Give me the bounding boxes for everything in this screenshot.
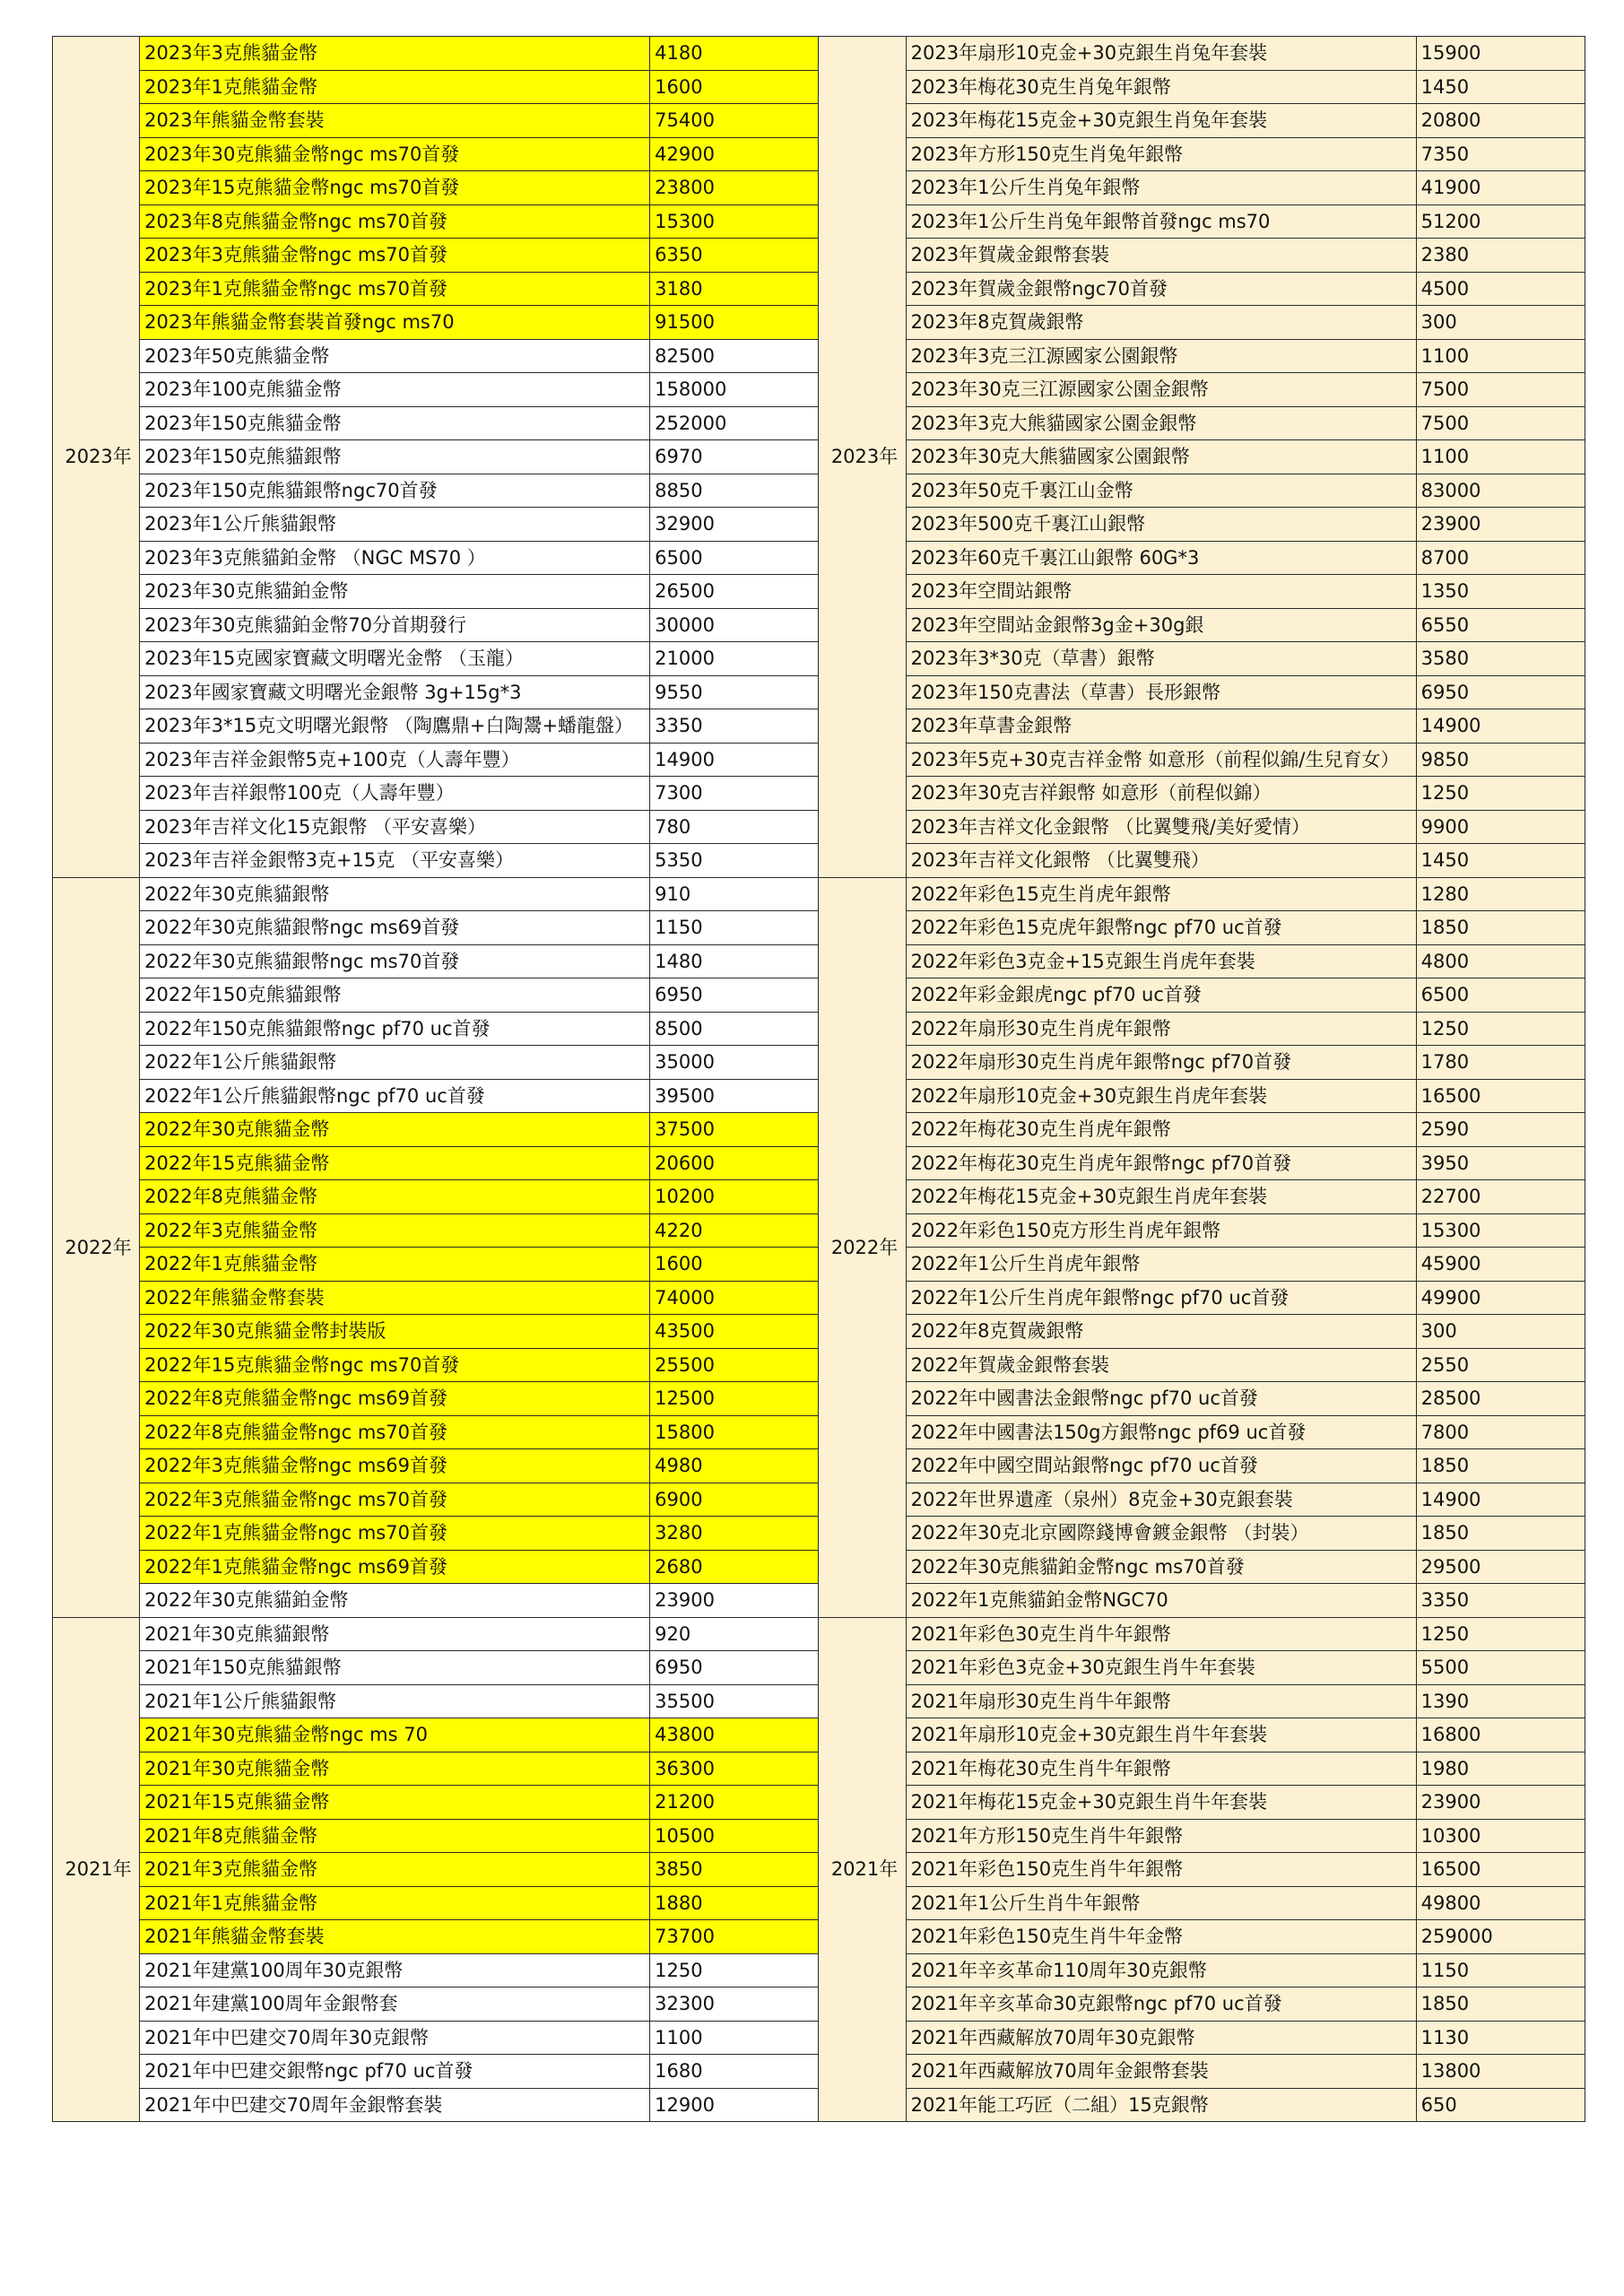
coin-price: 10500: [650, 1819, 819, 1853]
coin-price: 158000: [650, 373, 819, 407]
coin-name: 2021年15克熊貓金幣: [140, 1786, 650, 1820]
coin-price: 23900: [1416, 508, 1585, 542]
coin-price: 8850: [650, 474, 819, 508]
coin-price: 83000: [1416, 474, 1585, 508]
coin-name: 2023年1克熊貓金幣: [140, 70, 650, 104]
coin-price: 39500: [650, 1079, 819, 1113]
coin-name: 2023年方形150克生肖兔年銀幣: [906, 137, 1416, 171]
coin-price: 8500: [650, 1012, 819, 1046]
coin-price: 1980: [1416, 1752, 1585, 1786]
coin-name: 2022年彩色150克方形生肖虎年銀幣: [906, 1213, 1416, 1248]
coin-price: 3280: [650, 1517, 819, 1551]
coin-name: 2022年彩色3克金+15克銀生肖虎年套裝: [906, 944, 1416, 978]
coin-price: 6970: [650, 440, 819, 474]
coin-name: 2022年賀歲金銀幣套裝: [906, 1348, 1416, 1382]
coin-price: 32300: [650, 1987, 819, 2022]
coin-price: 23800: [650, 171, 819, 205]
coin-price: 49900: [1416, 1281, 1585, 1315]
coin-price: 43500: [650, 1315, 819, 1349]
price-list-sheet: [52, 36, 1585, 2122]
coin-price: 26500: [650, 575, 819, 609]
coin-price: 5500: [1416, 1651, 1585, 1685]
coin-name: 2022年彩色15克生肖虎年銀幣: [906, 877, 1416, 911]
coin-name: 2022年中國書法金銀幣ngc pf70 uc首發: [906, 1382, 1416, 1416]
coin-name: 2021年中巴建交70周年金銀幣套裝: [140, 2088, 650, 2122]
coin-name: 2021年彩色150克生肖牛年銀幣: [906, 1853, 1416, 1887]
coin-name: 2022年150克熊貓銀幣: [140, 978, 650, 1013]
coin-price: 6350: [650, 239, 819, 273]
coin-name: 2023年國家寶藏文明曙光金銀幣 3g+15g*3: [140, 675, 650, 709]
coin-price: 4180: [650, 37, 819, 71]
coin-name: 2022年彩金銀虎ngc pf70 uc首發: [906, 978, 1416, 1013]
coin-price: 2680: [650, 1550, 819, 1584]
coin-price: 1880: [650, 1886, 819, 1920]
coin-price: 6500: [1416, 978, 1585, 1013]
coin-name: 2022年梅花30克生肖虎年銀幣: [906, 1113, 1416, 1147]
coin-name: 2023年1公斤生肖兔年銀幣首發ngc ms70: [906, 204, 1416, 239]
coin-name: 2022年30克熊貓銀幣ngc ms70首發: [140, 944, 650, 978]
coin-price: 6950: [1416, 675, 1585, 709]
coin-name: 2022年30克熊貓鉑金幣ngc ms70首發: [906, 1550, 1416, 1584]
coin-name: 2023年150克熊貓銀幣: [140, 440, 650, 474]
coin-name: 2021年150克熊貓銀幣: [140, 1651, 650, 1685]
coin-price: 252000: [650, 406, 819, 440]
coin-name: 2023年熊貓金幣套裝首發ngc ms70: [140, 306, 650, 340]
coin-price: 4980: [650, 1449, 819, 1483]
coin-price: 1600: [650, 1248, 819, 1282]
coin-price: 1130: [1416, 2021, 1585, 2055]
coin-price: 28500: [1416, 1382, 1585, 1416]
coin-name: 2023年吉祥金銀幣5克+100克（人壽年豐）: [140, 743, 650, 777]
coin-name: 2022年30克熊貓金幣封裝版: [140, 1315, 650, 1349]
coin-name: 2021年能工巧匠（二組）15克銀幣: [906, 2088, 1416, 2122]
coin-price: 1250: [650, 1953, 819, 1987]
coin-name: 2021年梅花30克生肖牛年銀幣: [906, 1752, 1416, 1786]
year-label: 2023年: [819, 37, 906, 878]
coin-name: 2023年8克熊貓金幣ngc ms70首發: [140, 204, 650, 239]
coin-price: 42900: [650, 137, 819, 171]
coin-price: 1100: [1416, 440, 1585, 474]
coin-price: 4800: [1416, 944, 1585, 978]
coin-price: 20800: [1416, 104, 1585, 138]
coin-price: 12500: [650, 1382, 819, 1416]
coin-price: 6900: [650, 1483, 819, 1517]
coin-price: 920: [650, 1617, 819, 1651]
coin-price: 300: [1416, 306, 1585, 340]
coin-name: 2022年1克熊貓金幣: [140, 1248, 650, 1282]
coin-name: 2021年扇形10克金+30克銀生肖牛年套裝: [906, 1718, 1416, 1752]
coin-price: 1600: [650, 70, 819, 104]
coin-price: 3850: [650, 1853, 819, 1887]
coin-price: 300: [1416, 1315, 1585, 1349]
coin-price: 4220: [650, 1213, 819, 1248]
coin-name: 2021年3克熊貓金幣: [140, 1853, 650, 1887]
coin-price-table-body: [53, 37, 1585, 2122]
coin-name: 2023年熊貓金幣套裝: [140, 104, 650, 138]
coin-price: 43800: [650, 1718, 819, 1752]
coin-price: 45900: [1416, 1248, 1585, 1282]
coin-price: 2590: [1416, 1113, 1585, 1147]
coin-name: 2022年中國書法150g方銀幣ngc pf69 uc首發: [906, 1415, 1416, 1449]
coin-name: 2021年方形150克生肖牛年銀幣: [906, 1819, 1416, 1853]
table-row: [53, 877, 1585, 911]
coin-price: 21200: [650, 1786, 819, 1820]
coin-price: 1100: [1416, 339, 1585, 373]
coin-price: 14900: [650, 743, 819, 777]
coin-name: 2022年扇形30克生肖虎年銀幣ngc pf70首發: [906, 1046, 1416, 1080]
coin-price: 16800: [1416, 1718, 1585, 1752]
coin-name: 2022年梅花30克生肖虎年銀幣ngc pf70首發: [906, 1146, 1416, 1180]
coin-name: 2022年15克熊貓金幣ngc ms70首發: [140, 1348, 650, 1382]
coin-name: 2023年梅花15克金+30克銀生肖兔年套裝: [906, 104, 1416, 138]
coin-name: 2022年8克熊貓金幣ngc ms69首發: [140, 1382, 650, 1416]
coin-price: 15300: [650, 204, 819, 239]
coin-price: 32900: [650, 508, 819, 542]
coin-price: 35000: [650, 1046, 819, 1080]
coin-name: 2023年150克書法（草書）長形銀幣: [906, 675, 1416, 709]
coin-price: 20600: [650, 1146, 819, 1180]
coin-name: 2021年彩色30克生肖牛年銀幣: [906, 1617, 1416, 1651]
coin-name: 2023年吉祥銀幣100克（人壽年豐）: [140, 777, 650, 811]
coin-price: 25500: [650, 1348, 819, 1382]
coin-price: 10200: [650, 1180, 819, 1214]
coin-price: 37500: [650, 1113, 819, 1147]
coin-name: 2021年1公斤熊貓銀幣: [140, 1684, 650, 1718]
coin-name: 2023年1公斤熊貓銀幣: [140, 508, 650, 542]
coin-price: 1850: [1416, 1517, 1585, 1551]
coin-price: 1850: [1416, 911, 1585, 945]
coin-name: 2022年15克熊貓金幣: [140, 1146, 650, 1180]
coin-price: 14900: [1416, 1483, 1585, 1517]
coin-name: 2021年建黨100周年30克銀幣: [140, 1953, 650, 1987]
coin-price: 3950: [1416, 1146, 1585, 1180]
coin-name: 2021年扇形30克生肖牛年銀幣: [906, 1684, 1416, 1718]
coin-price: 82500: [650, 339, 819, 373]
coin-name: 2021年熊貓金幣套裝: [140, 1920, 650, 1954]
year-label: 2022年: [53, 877, 140, 1617]
coin-name: 2023年吉祥文化金銀幣 （比翼雙飛/美好愛情）: [906, 810, 1416, 844]
coin-price: 1780: [1416, 1046, 1585, 1080]
coin-price: 3350: [650, 709, 819, 744]
coin-name: 2023年3克三江源國家公園銀幣: [906, 339, 1416, 373]
coin-name: 2021年建黨100周年金銀幣套: [140, 1987, 650, 2022]
coin-name: 2023年空間站銀幣: [906, 575, 1416, 609]
coin-price: 1680: [650, 2055, 819, 2089]
coin-name: 2022年8克熊貓金幣: [140, 1180, 650, 1214]
coin-price: 1390: [1416, 1684, 1585, 1718]
coin-name: 2021年30克熊貓金幣: [140, 1752, 650, 1786]
coin-name: 2023年吉祥文化15克銀幣 （平安喜樂）: [140, 810, 650, 844]
coin-price: 1250: [1416, 777, 1585, 811]
coin-price: 7500: [1416, 406, 1585, 440]
coin-price: 15300: [1416, 1213, 1585, 1248]
coin-name: 2022年1公斤熊貓銀幣: [140, 1046, 650, 1080]
coin-name: 2023年30克熊貓金幣ngc ms70首發: [140, 137, 650, 171]
coin-name: 2023年30克三江源國家公園金銀幣: [906, 373, 1416, 407]
coin-price: 259000: [1416, 1920, 1585, 1954]
coin-price: 4500: [1416, 272, 1585, 306]
coin-name: 2021年1克熊貓金幣: [140, 1886, 650, 1920]
coin-price: 2550: [1416, 1348, 1585, 1382]
coin-name: 2023年賀歲金銀幣ngc70首發: [906, 272, 1416, 306]
coin-name: 2023年吉祥金銀幣3克+15克 （平安喜樂）: [140, 844, 650, 878]
coin-name: 2021年辛亥革命110周年30克銀幣: [906, 1953, 1416, 1987]
coin-name: 2021年梅花15克金+30克銀生肖牛年套裝: [906, 1786, 1416, 1820]
coin-price: 3180: [650, 272, 819, 306]
coin-name: 2023年3*15克文明曙光銀幣 （陶鷹鼎+白陶鬹+蟠龍盤）: [140, 709, 650, 744]
coin-name: 2022年8克熊貓金幣ngc ms70首發: [140, 1415, 650, 1449]
coin-price: 23900: [650, 1584, 819, 1618]
coin-name: 2022年30克熊貓銀幣: [140, 877, 650, 911]
coin-price: 12900: [650, 2088, 819, 2122]
coin-price: 780: [650, 810, 819, 844]
coin-name: 2021年30克熊貓金幣ngc ms 70: [140, 1718, 650, 1752]
coin-price: 22700: [1416, 1180, 1585, 1214]
coin-name: 2022年扇形30克生肖虎年銀幣: [906, 1012, 1416, 1046]
coin-name: 2022年1克熊貓金幣ngc ms70首發: [140, 1517, 650, 1551]
coin-name: 2021年彩色150克生肖牛年金幣: [906, 1920, 1416, 1954]
coin-price: 1100: [650, 2021, 819, 2055]
coin-name: 2023年梅花30克生肖兔年銀幣: [906, 70, 1416, 104]
coin-name: 2022年1公斤熊貓銀幣ngc pf70 uc首發: [140, 1079, 650, 1113]
coin-name: 2023年3克大熊貓國家公園金銀幣: [906, 406, 1416, 440]
coin-price: 9900: [1416, 810, 1585, 844]
coin-name: 2021年中巴建交銀幣ngc pf70 uc首發: [140, 2055, 650, 2089]
coin-price: 73700: [650, 1920, 819, 1954]
coin-name: 2022年30克熊貓金幣: [140, 1113, 650, 1147]
coin-price: 49800: [1416, 1886, 1585, 1920]
coin-name: 2022年3克熊貓金幣ngc ms69首發: [140, 1449, 650, 1483]
coin-name: 2023年3*30克（草書）銀幣: [906, 642, 1416, 676]
coin-price: 91500: [650, 306, 819, 340]
coin-price: 3350: [1416, 1584, 1585, 1618]
year-label: 2023年: [53, 37, 140, 878]
coin-price: 36300: [650, 1752, 819, 1786]
coin-price: 7800: [1416, 1415, 1585, 1449]
coin-name: 2021年西藏解放70周年30克銀幣: [906, 2021, 1416, 2055]
coin-name: 2023年100克熊貓金幣: [140, 373, 650, 407]
coin-name: 2021年8克熊貓金幣: [140, 1819, 650, 1853]
coin-price: 29500: [1416, 1550, 1585, 1584]
coin-name: 2023年30克熊貓鉑金幣70分首期發行: [140, 608, 650, 642]
coin-name: 2023年150克熊貓銀幣ngc70首發: [140, 474, 650, 508]
coin-price: 21000: [650, 642, 819, 676]
coin-price: 6550: [1416, 608, 1585, 642]
coin-name: 2022年1公斤生肖虎年銀幣: [906, 1248, 1416, 1282]
coin-name: 2022年扇形10克金+30克銀生肖虎年套裝: [906, 1079, 1416, 1113]
coin-name: 2023年150克熊貓金幣: [140, 406, 650, 440]
coin-price: 35500: [650, 1684, 819, 1718]
coin-name: 2022年熊貓金幣套裝: [140, 1281, 650, 1315]
coin-price: 1280: [1416, 877, 1585, 911]
coin-price: 910: [650, 877, 819, 911]
coin-name: 2023年50克千裏江山金幣: [906, 474, 1416, 508]
coin-name: 2022年中國空間站銀幣ngc pf70 uc首發: [906, 1449, 1416, 1483]
coin-price: 74000: [650, 1281, 819, 1315]
coin-price: 16500: [1416, 1853, 1585, 1887]
coin-price: 15900: [1416, 37, 1585, 71]
coin-price: 2380: [1416, 239, 1585, 273]
coin-name: 2023年15克熊貓金幣ngc ms70首發: [140, 171, 650, 205]
coin-name: 2023年吉祥文化銀幣 （比翼雙飛）: [906, 844, 1416, 878]
coin-price: 8700: [1416, 541, 1585, 575]
table-row: [53, 37, 1585, 71]
coin-price: 1250: [1416, 1617, 1585, 1651]
coin-name: 2022年150克熊貓銀幣ngc pf70 uc首發: [140, 1012, 650, 1046]
coin-price: 6950: [650, 978, 819, 1013]
coin-price: 1150: [650, 911, 819, 945]
coin-name: 2023年空間站金銀幣3g金+30g銀: [906, 608, 1416, 642]
coin-name: 2022年3克熊貓金幣ngc ms70首發: [140, 1483, 650, 1517]
coin-name: 2022年梅花15克金+30克銀生肖虎年套裝: [906, 1180, 1416, 1214]
coin-price: 6950: [650, 1651, 819, 1685]
coin-price: 7300: [650, 777, 819, 811]
coin-price: 650: [1416, 2088, 1585, 2122]
coin-name: 2023年3克熊貓鉑金幣 （NGC MS70 ）: [140, 541, 650, 575]
coin-name: 2023年扇形10克金+30克銀生肖兔年套裝: [906, 37, 1416, 71]
coin-name: 2022年30克北京國際錢博會鍍金銀幣 （封裝）: [906, 1517, 1416, 1551]
coin-price: 7500: [1416, 373, 1585, 407]
coin-name: 2023年1公斤生肖兔年銀幣: [906, 171, 1416, 205]
coin-price: 13800: [1416, 2055, 1585, 2089]
coin-name: 2023年60克千裏江山銀幣 60G*3: [906, 541, 1416, 575]
coin-price: 9850: [1416, 743, 1585, 777]
coin-price: 15800: [650, 1415, 819, 1449]
coin-price: 9550: [650, 675, 819, 709]
coin-name: 2023年30克大熊貓國家公園銀幣: [906, 440, 1416, 474]
coin-price: 23900: [1416, 1786, 1585, 1820]
coin-name: 2023年3克熊貓金幣ngc ms70首發: [140, 239, 650, 273]
year-label: 2021年: [53, 1617, 140, 2122]
coin-name: 2022年彩色15克虎年銀幣ngc pf70 uc首發: [906, 911, 1416, 945]
coin-price: 75400: [650, 104, 819, 138]
coin-name: 2023年賀歲金銀幣套裝: [906, 239, 1416, 273]
coin-name: 2022年30克熊貓鉑金幣: [140, 1584, 650, 1618]
coin-name: 2023年500克千裏江山銀幣: [906, 508, 1416, 542]
coin-price: 1250: [1416, 1012, 1585, 1046]
coin-name: 2021年30克熊貓銀幣: [140, 1617, 650, 1651]
coin-name: 2022年1克熊貓金幣ngc ms69首發: [140, 1550, 650, 1584]
coin-price: 14900: [1416, 709, 1585, 744]
coin-name: 2021年彩色3克金+30克銀生肖牛年套裝: [906, 1651, 1416, 1685]
table-row: [53, 1617, 1585, 1651]
coin-name: 2023年15克國家寶藏文明曙光金幣 （玉龍）: [140, 642, 650, 676]
coin-name: 2022年1克熊貓鉑金幣NGC70: [906, 1584, 1416, 1618]
coin-name: 2023年30克熊貓鉑金幣: [140, 575, 650, 609]
coin-name: 2023年草書金銀幣: [906, 709, 1416, 744]
coin-price: 10300: [1416, 1819, 1585, 1853]
coin-name: 2021年中巴建交70周年30克銀幣: [140, 2021, 650, 2055]
coin-price: 1480: [650, 944, 819, 978]
coin-price: 5350: [650, 844, 819, 878]
coin-name: 2023年1克熊貓金幣ngc ms70首發: [140, 272, 650, 306]
coin-price: 1450: [1416, 70, 1585, 104]
coin-name: 2021年西藏解放70周年金銀幣套裝: [906, 2055, 1416, 2089]
coin-name: 2023年30克吉祥銀幣 如意形（前程似錦）: [906, 777, 1416, 811]
coin-price: 3580: [1416, 642, 1585, 676]
coin-price: 1850: [1416, 1449, 1585, 1483]
coin-name: 2022年3克熊貓金幣: [140, 1213, 650, 1248]
coin-price: 1150: [1416, 1953, 1585, 1987]
year-label: 2022年: [819, 877, 906, 1617]
coin-price: 1450: [1416, 844, 1585, 878]
coin-price-table: [52, 36, 1585, 2122]
year-label: 2021年: [819, 1617, 906, 2122]
coin-price: 1850: [1416, 1987, 1585, 2022]
coin-price: 30000: [650, 608, 819, 642]
coin-name: 2023年5克+30克吉祥金幣 如意形（前程似錦/生兒育女）: [906, 743, 1416, 777]
coin-name: 2021年1公斤生肖牛年銀幣: [906, 1886, 1416, 1920]
coin-name: 2022年世界遺產（泉州）8克金+30克銀套裝: [906, 1483, 1416, 1517]
coin-price: 16500: [1416, 1079, 1585, 1113]
coin-price: 1350: [1416, 575, 1585, 609]
coin-price: 41900: [1416, 171, 1585, 205]
coin-name: 2021年辛亥革命30克銀幣ngc pf70 uc首發: [906, 1987, 1416, 2022]
coin-name: 2022年30克熊貓銀幣ngc ms69首發: [140, 911, 650, 945]
coin-name: 2023年8克賀歲銀幣: [906, 306, 1416, 340]
coin-price: 7350: [1416, 137, 1585, 171]
coin-name: 2023年50克熊貓金幣: [140, 339, 650, 373]
coin-name: 2022年1公斤生肖虎年銀幣ngc pf70 uc首發: [906, 1281, 1416, 1315]
coin-name: 2022年8克賀歲銀幣: [906, 1315, 1416, 1349]
coin-price: 51200: [1416, 204, 1585, 239]
coin-price: 6500: [650, 541, 819, 575]
coin-name: 2023年3克熊貓金幣: [140, 37, 650, 71]
